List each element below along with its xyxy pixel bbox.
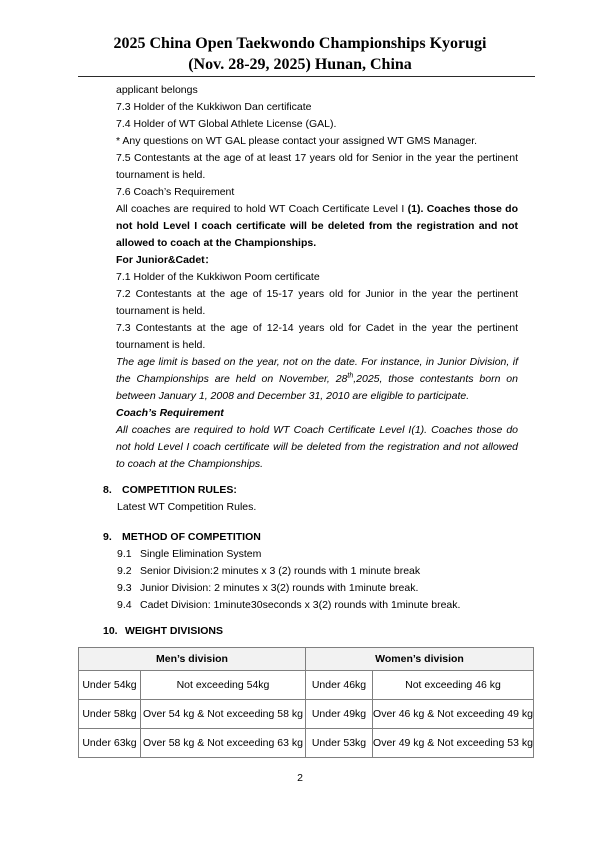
- paragraph-coach-requirement-italic: All coaches are required to hold WT Coach Certificate Level I(1). Coaches those do not hold Level I coach certificate will be deleted from the registration and not allowed to coach at the Championships.: [116, 424, 518, 470]
- table-cell: Not exceeding 46 kg: [373, 671, 534, 700]
- title-line-2: (Nov. 28-29, 2025) Hunan, China: [188, 56, 412, 73]
- table-cell: Over 58 kg & Not exceeding 63 kg: [141, 729, 306, 758]
- page-number: 2: [297, 772, 303, 784]
- item-9-1-text: Single Elimination System: [140, 548, 262, 560]
- header-divider: [78, 76, 535, 77]
- list-item-9-2: [117, 563, 600, 580]
- body-content: [116, 82, 518, 473]
- item-7-4-senior: 7.4 Holder of WT Global Athlete License (GAL).: [116, 118, 337, 130]
- section-10-title: WEIGHT DIVISIONS: [125, 625, 224, 637]
- item-9-3-text: Junior Division: 2 minutes x 3(2) rounds with 1minute break.: [140, 582, 419, 594]
- table-row: [79, 729, 534, 758]
- table-cell: Under 49kg: [306, 700, 373, 729]
- table-cell: Under 63kg: [79, 729, 141, 758]
- list-item-9-4: [117, 597, 600, 614]
- item-9-1-number: 9.1: [117, 548, 132, 560]
- table-header-row: [79, 648, 534, 671]
- table-cell: Under 46kg: [306, 671, 373, 700]
- item-9-4-number: 9.4: [117, 599, 132, 611]
- paragraph-coach-requirement: [116, 201, 518, 252]
- paragraph-applicant-belongs: applicant belongs: [116, 84, 198, 96]
- age-note-part2: ,2025, those contestants born on between January 1, 2008 and December 31, 2010 are eligible to participate.: [116, 373, 518, 402]
- item-7-3-senior: 7.3 Holder of the Kukkiwon Dan certificate: [116, 101, 312, 113]
- item-9-2-text: Senior Division:2 minutes x 3 (2) rounds with 1 minute break: [140, 565, 421, 577]
- title-line-1: 2025 China Open Taekwondo Championships Kyorugi: [113, 35, 487, 52]
- table-cell: Under 53kg: [306, 729, 373, 758]
- section-8-number: 8.: [103, 484, 112, 496]
- table-cell: Over 49 kg & Not exceeding 53 kg: [373, 729, 534, 758]
- section-8-title: COMPETITION RULES:: [122, 484, 237, 496]
- section-9-heading: [103, 529, 600, 546]
- item-7-1-junior: 7.1 Holder of the Kukkiwon Poom certificate: [116, 271, 320, 283]
- table-cell: Under 58kg: [79, 700, 141, 729]
- header-mens-division: Men’s division: [79, 648, 306, 671]
- section-8-body: Latest WT Competition Rules.: [117, 501, 257, 513]
- item-9-2-number: 9.2: [117, 565, 132, 577]
- weight-divisions-table: [78, 647, 534, 758]
- section-10-number: 10.: [103, 625, 118, 637]
- item-7-5-senior: 7.5 Contestants at the age of at least 17 years old for Senior in the year the pertinent tournament is held.: [116, 152, 518, 181]
- age-note-part1: The age limit is based on the year, not on the date. For instance, in Junior Division, if the Championships are held on November, 28: [116, 356, 518, 385]
- header-womens-division: Women’s division: [306, 648, 534, 671]
- table-cell: Over 46 kg & Not exceeding 49 kg: [373, 700, 534, 729]
- document-title: [0, 0, 600, 75]
- coach-requirement-bold-text: (1). Coaches those do not hold Level I coach certificate will be deleted from the registration and not allowed to coach at the Championships.: [116, 203, 518, 249]
- table-row: [79, 671, 534, 700]
- age-note-superscript: th: [347, 372, 354, 380]
- item-9-4-text: Cadet Division: 1minute30seconds x 3(2) rounds with 1minute break.: [140, 599, 461, 611]
- item-7-3-junior: 7.3 Contestants at the age of 12-14 years old for Cadet in the year the pertinent tournament is held.: [116, 322, 518, 351]
- list-item-9-3: [117, 580, 600, 597]
- table-row: [79, 700, 534, 729]
- item-7-6-senior: 7.6 Coach’s Requirement: [116, 186, 235, 198]
- heading-junior-cadet: For Junior&Cadet：: [116, 254, 216, 266]
- section-8-heading: [103, 482, 600, 499]
- section-10-heading: [103, 623, 600, 640]
- table-cell: Under 54kg: [79, 671, 141, 700]
- item-7-2-junior: 7.2 Contestants at the age of 15-17 years old for Junior in the year the pertinent tournament is held.: [116, 288, 518, 317]
- paragraph-age-limit-note: [116, 354, 518, 405]
- note-wt-gal: * Any questions on WT GAL please contact your assigned WT GMS Manager.: [116, 135, 478, 147]
- heading-coach-requirement-italic: Coach’s Requirement: [116, 407, 224, 419]
- table-cell: Not exceeding 54kg: [141, 671, 306, 700]
- coach-requirement-normal-text: All coaches are required to hold WT Coach Certificate Level I: [116, 203, 408, 215]
- section-9-title: METHOD OF COMPETITION: [122, 531, 261, 543]
- list-item-9-1: [117, 546, 600, 563]
- table-cell: Over 54 kg & Not exceeding 58 kg: [141, 700, 306, 729]
- section-9-number: 9.: [103, 531, 112, 543]
- item-9-3-number: 9.3: [117, 582, 132, 594]
